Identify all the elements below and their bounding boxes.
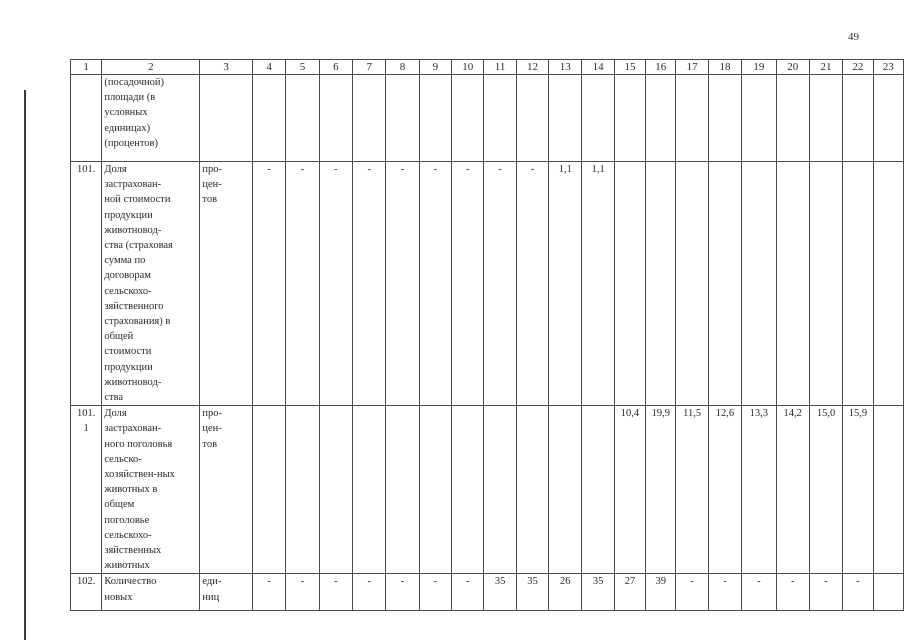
- value-cell: [809, 75, 842, 162]
- value-cell: [484, 406, 516, 574]
- value-cell: [676, 162, 708, 406]
- column-header: 3: [200, 60, 253, 75]
- value-cell: [646, 162, 676, 406]
- table-row: [71, 574, 904, 611]
- value-cell: 12,6: [708, 406, 741, 574]
- value-cell: 1,1: [582, 162, 614, 406]
- column-header: 1: [71, 60, 102, 75]
- indicator-name-line: страхования) в: [104, 316, 171, 328]
- indicator-name-line: Количество: [104, 576, 157, 588]
- indicator-name-line: (посадочной): [104, 77, 164, 88]
- value-cell: [676, 75, 708, 162]
- value-cell: 19,9: [646, 406, 676, 574]
- value-cell: [452, 75, 484, 162]
- value-cell: [549, 75, 582, 162]
- unit-cell: [200, 75, 253, 162]
- value-cell: -: [353, 574, 386, 611]
- column-header: 20: [776, 60, 809, 75]
- value-cell: -: [676, 574, 708, 611]
- indicator-name-line: ства (страховая: [104, 240, 173, 252]
- indicator-name-line: ной стоимости: [104, 194, 171, 206]
- indicator-name-line: стоимости: [104, 346, 152, 358]
- row-number: 102.: [71, 574, 102, 611]
- unit-line: тов: [202, 438, 218, 450]
- value-cell: [614, 75, 645, 162]
- value-cell: [873, 406, 903, 574]
- value-cell: [742, 162, 776, 406]
- value-cell: -: [484, 162, 516, 406]
- value-cell: 1,1: [549, 162, 582, 406]
- indicator-name-line: хозяйствен-ных: [104, 469, 175, 481]
- column-header: 23: [873, 60, 903, 75]
- indicator-name-line: общем: [104, 499, 135, 511]
- unit-line: про-: [202, 408, 222, 420]
- value-cell: -: [353, 162, 386, 406]
- value-cell: [353, 406, 386, 574]
- indicator-name: [102, 406, 200, 574]
- value-cell: -: [419, 574, 451, 611]
- value-cell: 14,2: [776, 406, 809, 574]
- indicator-name-line: условных: [104, 107, 148, 119]
- value-cell: [843, 75, 873, 162]
- value-cell: [484, 75, 516, 162]
- column-header: 14: [582, 60, 614, 75]
- column-header: 9: [419, 60, 451, 75]
- column-header: 19: [742, 60, 776, 75]
- value-cell: -: [708, 574, 741, 611]
- value-cell: 26: [549, 574, 582, 611]
- value-cell: -: [809, 574, 842, 611]
- column-header: 6: [319, 60, 352, 75]
- value-cell: [516, 406, 548, 574]
- value-cell: -: [742, 574, 776, 611]
- value-cell: [516, 75, 548, 162]
- indicator-name-line: животных: [104, 560, 150, 572]
- value-cell: -: [252, 574, 285, 611]
- indicator-name-line: животных в: [104, 484, 158, 496]
- value-cell: -: [386, 574, 419, 611]
- indicator-name-line: продукции: [104, 361, 153, 373]
- value-cell: [614, 162, 645, 406]
- column-header: 10: [452, 60, 484, 75]
- value-cell: -: [252, 162, 285, 406]
- value-cell: [582, 406, 614, 574]
- value-cell: [582, 75, 614, 162]
- table-row: [71, 75, 904, 162]
- unit-cell: [200, 574, 253, 611]
- indicator-name-line: сельскохо-: [104, 285, 152, 297]
- column-header: 8: [386, 60, 419, 75]
- value-cell: [319, 406, 352, 574]
- column-header: 7: [353, 60, 386, 75]
- value-cell: [252, 406, 285, 574]
- value-cell: [286, 75, 319, 162]
- column-header: 12: [516, 60, 548, 75]
- value-cell: [452, 406, 484, 574]
- indicator-name-line: площади (в: [104, 92, 156, 104]
- value-cell: -: [319, 574, 352, 611]
- row-number: 101.: [71, 162, 102, 406]
- value-cell: [708, 75, 741, 162]
- value-cell: [873, 75, 903, 162]
- value-cell: -: [319, 162, 352, 406]
- unit-line: еди-: [202, 576, 222, 588]
- indicator-name-line: ного поголовья: [104, 438, 173, 450]
- indicator-name-line: ства: [104, 392, 124, 404]
- unit-line: ниц: [202, 591, 220, 603]
- value-cell: -: [452, 574, 484, 611]
- indicator-name-line: поголовье: [104, 514, 150, 526]
- value-cell: 35: [484, 574, 516, 611]
- value-cell: [809, 162, 842, 406]
- value-cell: 27: [614, 574, 645, 611]
- unit-line: тов: [202, 194, 218, 206]
- value-cell: [873, 162, 903, 406]
- value-cell: 39: [646, 574, 676, 611]
- indicator-name-line: (процентов): [104, 137, 158, 149]
- row-number: [71, 75, 102, 162]
- table-row: [71, 406, 904, 574]
- value-cell: 10,4: [614, 406, 645, 574]
- indicator-name-line: новых: [104, 591, 133, 603]
- row-number: 101. 1: [71, 406, 102, 574]
- indicator-name-line: Доля: [104, 164, 127, 175]
- indicator-name: [102, 162, 200, 406]
- value-cell: 35: [516, 574, 548, 611]
- indicator-name-line: сумма по: [104, 255, 146, 267]
- value-cell: -: [419, 162, 451, 406]
- column-header: 22: [843, 60, 873, 75]
- value-cell: [353, 75, 386, 162]
- indicator-name-line: сельскохо-: [104, 529, 152, 541]
- value-cell: 13,3: [742, 406, 776, 574]
- value-cell: 15,0: [809, 406, 842, 574]
- indicator-name-line: животновод-: [104, 224, 162, 236]
- indicator-name-line: зяйственного: [104, 300, 164, 312]
- unit-cell: [200, 406, 253, 574]
- value-cell: [286, 406, 319, 574]
- value-cell: [252, 75, 285, 162]
- page-edge-line: [24, 90, 26, 640]
- indicator-name-line: продукции: [104, 209, 153, 221]
- indicator-name-line: Доля: [104, 408, 127, 420]
- value-cell: -: [386, 162, 419, 406]
- indicator-name-line: сельско-: [104, 453, 142, 465]
- column-header: 2: [102, 60, 200, 75]
- page-number: 49: [848, 31, 859, 43]
- value-cell: -: [286, 162, 319, 406]
- value-cell: [776, 75, 809, 162]
- indicator-name-line: застрахован-: [104, 423, 162, 435]
- indicator-name-line: общей: [104, 331, 134, 343]
- indicator-name-line: единицах): [104, 122, 151, 134]
- column-header: 5: [286, 60, 319, 75]
- value-cell: [319, 75, 352, 162]
- column-header: 11: [484, 60, 516, 75]
- value-cell: -: [776, 574, 809, 611]
- indicator-name-line: животновод-: [104, 376, 162, 388]
- indicator-name-line: договорам: [104, 270, 151, 282]
- value-cell: [386, 75, 419, 162]
- value-cell: [843, 162, 873, 406]
- unit-line: про-: [202, 164, 222, 175]
- value-cell: [646, 75, 676, 162]
- indicator-name-line: зяйственных: [104, 545, 162, 557]
- header-row: [71, 60, 904, 75]
- value-cell: 35: [582, 574, 614, 611]
- column-header: 15: [614, 60, 645, 75]
- value-cell: -: [843, 574, 873, 611]
- column-header: 21: [809, 60, 842, 75]
- column-header: 13: [549, 60, 582, 75]
- unit-line: цен-: [202, 179, 222, 191]
- column-header: 16: [646, 60, 676, 75]
- unit-line: цен-: [202, 423, 222, 435]
- indicators-table: [70, 59, 904, 611]
- value-cell: [419, 406, 451, 574]
- value-cell: -: [286, 574, 319, 611]
- value-cell: [549, 406, 582, 574]
- unit-cell: [200, 162, 253, 406]
- value-cell: [776, 162, 809, 406]
- table-row: [71, 162, 904, 406]
- value-cell: 11,5: [676, 406, 708, 574]
- indicator-name: [102, 75, 200, 162]
- indicator-name: [102, 574, 200, 611]
- column-header: 4: [252, 60, 285, 75]
- value-cell: -: [452, 162, 484, 406]
- value-cell: 15,9: [843, 406, 873, 574]
- column-header: 17: [676, 60, 708, 75]
- value-cell: [873, 574, 903, 611]
- column-header: 18: [708, 60, 741, 75]
- value-cell: -: [516, 162, 548, 406]
- value-cell: [742, 75, 776, 162]
- value-cell: [386, 406, 419, 574]
- indicator-name-line: застрахован-: [104, 179, 162, 191]
- value-cell: [419, 75, 451, 162]
- value-cell: [708, 162, 741, 406]
- table-body: [71, 60, 904, 611]
